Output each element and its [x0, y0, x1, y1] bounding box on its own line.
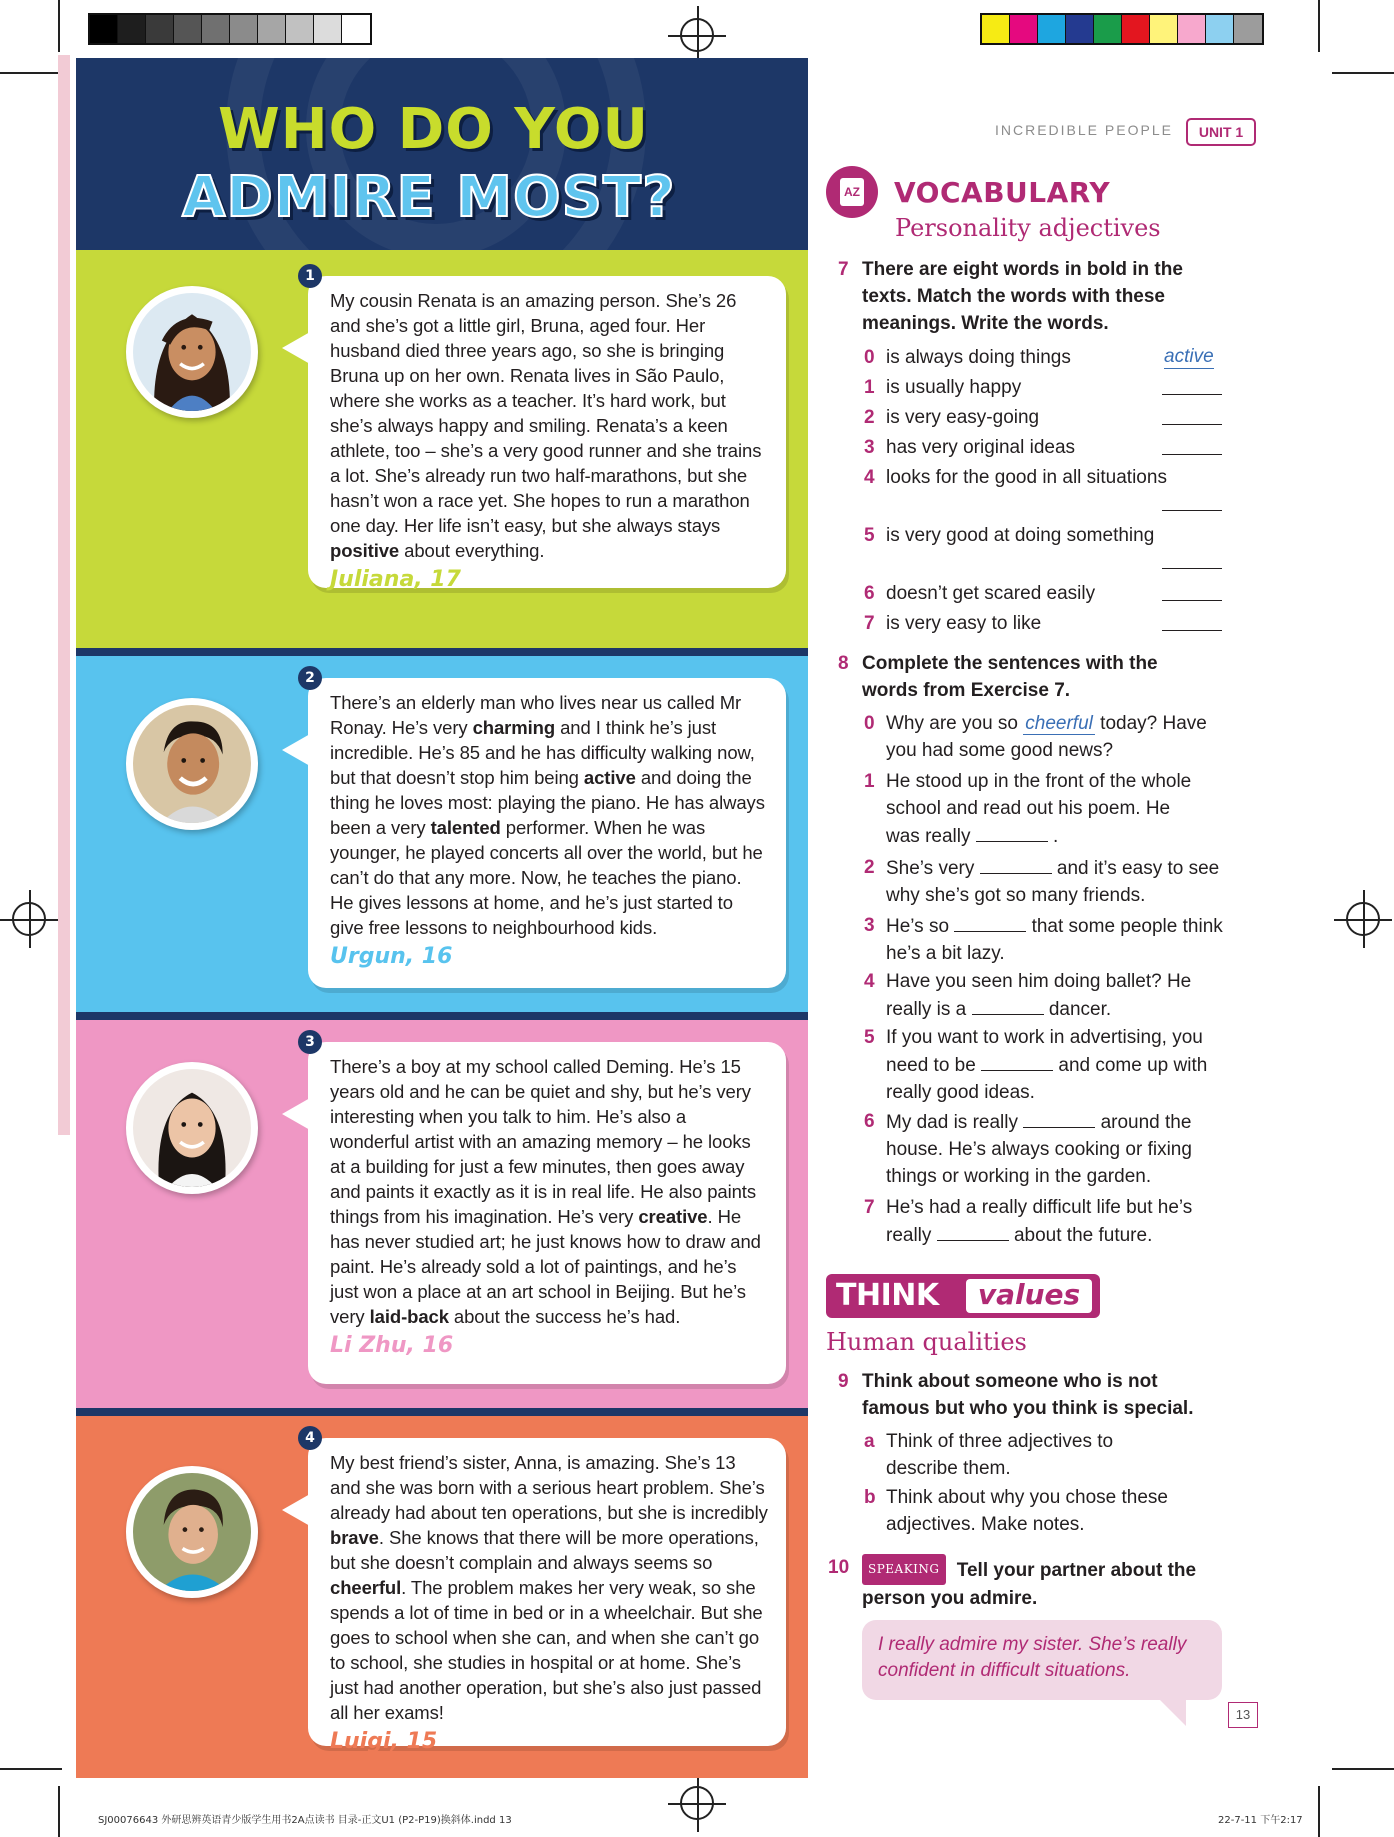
crop-mark [1318, 0, 1320, 52]
ex8-item [864, 1194, 1226, 1249]
color-swatch [202, 15, 230, 43]
color-swatch [1066, 15, 1094, 43]
item-number: 1 [864, 377, 875, 398]
item-number: 0 [864, 713, 875, 734]
speech-bubble [305, 1430, 786, 1754]
item-number: 6 [864, 583, 875, 604]
item-text: Think of three adjectives to describe them. [886, 1431, 1114, 1479]
ex7-item [864, 522, 1226, 549]
portrait-girl-long-hair-icon [133, 1069, 251, 1187]
sentence-start: If you want to work in advertising, you need to be [886, 1027, 1203, 1076]
ex7-item [864, 464, 1226, 491]
section-subtitle: Human qualities [826, 1328, 1027, 1356]
crop-mark [58, 1786, 60, 1837]
answer-blank[interactable] [1162, 454, 1222, 455]
page-number: 13 [1228, 1702, 1258, 1728]
answer-blank[interactable] [1162, 600, 1222, 601]
color-swatch [90, 15, 118, 43]
print-slug: SJ00076643 外研思辨英语青少版学生用书2A点读书 目录-正文U1 (P2-P19)换斜体.indd 13 [98, 1815, 512, 1826]
portrait-boy-smiling-icon [133, 705, 251, 823]
author-signature: Li Zhu, 16 [330, 1333, 454, 1358]
sentence-end: and come up with really good ideas. [886, 1055, 1208, 1103]
text-segment: and doing the thing he loves most: playing the piano. He has always been a very [330, 767, 765, 838]
text-panel-3 [76, 1020, 808, 1408]
crop-mark [1318, 1786, 1320, 1837]
answer-blank[interactable] [1162, 510, 1222, 511]
running-head: INCREDIBLE PEOPLE [995, 122, 1173, 138]
exercise-8-instruction [838, 650, 1202, 704]
text-segment: My best friend’s sister, Anna, is amazing. She’s 13 and she was born with a serious heart problem. She’s already had about ten operations, but she is incredibly [330, 1452, 768, 1523]
ex7-item [864, 580, 1166, 607]
item-text: has very original ideas [886, 437, 1076, 458]
crop-mark [58, 0, 60, 52]
avatar [126, 286, 258, 418]
ex8-item [864, 710, 1226, 764]
sentence-start: He’s so [886, 916, 950, 937]
color-swatch [1094, 15, 1122, 43]
keyword-bold: creative [638, 1206, 708, 1227]
sentence-end: and it’s easy to see why she’s got so many friends. [886, 858, 1220, 906]
panel-divider [76, 648, 808, 656]
unit-badge: UNIT 1 [1186, 118, 1256, 146]
author-signature: Urgun, 16 [330, 944, 453, 969]
answer-blank[interactable] [1023, 1108, 1095, 1128]
keyword-bold: brave [330, 1527, 379, 1548]
sentence-start: Why are you so [886, 713, 1018, 734]
item-number: 2 [864, 857, 875, 878]
text-number-badge: 4 [298, 1426, 322, 1450]
color-swatch [230, 15, 258, 43]
speech-bubble [305, 1034, 786, 1384]
ex8-item [864, 1024, 1216, 1106]
color-swatch [1122, 15, 1150, 43]
item-number: 5 [864, 1027, 875, 1048]
color-swatch [1150, 15, 1178, 43]
item-number: 0 [864, 347, 875, 368]
color-swatch [314, 15, 342, 43]
page-title-line-2: ADMIRE MOST? [182, 165, 676, 230]
ex8-item [864, 1108, 1226, 1190]
sentence-end: today? Have you had some good news? [886, 713, 1207, 761]
answer-blank[interactable] [937, 1221, 1009, 1241]
crop-mark [1332, 1768, 1394, 1770]
text-segment: My cousin Renata is an amazing person. She’s 26 and she’s got a little girl, Bruna, aged four. Her husband died three years ago, so she is bringing Bruna up on her own. Renata lives in São Paulo, where she works as a teacher. It’s hard work, but she’s always happy and smiling. Renata’s a keen athlete, too – she’s a very good runner and she trains a lot. She’s already run two half-marathons, but she hasn’t won a race yet. She hopes to run a marathon one day. Her life isn’t easy, but she always stays [330, 290, 762, 536]
item-number: 3 [864, 437, 875, 458]
instruction-text: Think about someone who is not famous but who you think is special. [862, 1371, 1194, 1419]
item-letter: a [864, 1431, 875, 1452]
color-swatch [342, 15, 370, 43]
page-spine-strip [58, 55, 70, 1135]
keyword-bold: cheerful [330, 1577, 402, 1598]
text-segment: about everything. [399, 540, 545, 561]
sentence-end: around the house. He’s always cooking or fixing things or working in the garden. [886, 1112, 1192, 1187]
avatar [126, 1466, 258, 1598]
item-number: 5 [864, 525, 875, 546]
text-body [330, 1054, 768, 1329]
color-swatch [1038, 15, 1066, 43]
title-banner [76, 58, 808, 250]
text-body [330, 288, 768, 563]
item-text: looks for the good in all situations [886, 467, 1167, 488]
ex7-item [864, 434, 1166, 461]
item-text: is very good at doing something [886, 525, 1155, 546]
item-text: Think about why you chose these adjectives. Make notes. [886, 1487, 1169, 1535]
item-letter: b [864, 1487, 876, 1508]
color-swatch [258, 15, 286, 43]
sentence-start: She’s very [886, 858, 975, 879]
instruction-text: There are eight words in bold in the texts. Match the words with these meanings. Write the words. [862, 259, 1183, 334]
answer-blank[interactable] [1162, 630, 1222, 631]
crop-mark [0, 72, 62, 74]
text-segment: about the success he’s had. [448, 1306, 681, 1327]
answer-blank[interactable] [980, 854, 1052, 874]
ex8-item [864, 854, 1226, 909]
sentence-start: Have you seen him doing ballet? He really is a [886, 971, 1192, 1020]
color-swatch [118, 15, 146, 43]
speech-bubble [305, 670, 786, 988]
text-panel-2 [76, 656, 808, 1012]
registration-mark-icon [1346, 902, 1380, 936]
think-values-banner [826, 1274, 1100, 1318]
author-signature: Luigi, 15 [330, 1729, 438, 1754]
keyword-bold: charming [472, 717, 556, 738]
instruction-text: Complete the sentences with the words from Exercise 7. [862, 653, 1158, 701]
color-swatch [982, 15, 1010, 43]
item-number: 6 [864, 1111, 875, 1132]
item-number: 1 [864, 771, 875, 792]
answer-blank[interactable] [976, 822, 1048, 842]
ex8-item [864, 968, 1231, 1023]
text-number-badge: 1 [298, 264, 322, 288]
keyword-bold: talented [430, 817, 501, 838]
item-text: doesn’t get scared easily [886, 583, 1096, 604]
answer-blank[interactable] [972, 995, 1044, 1015]
color-swatch [1234, 15, 1262, 43]
crop-mark [0, 1768, 62, 1770]
panel-divider [76, 1012, 808, 1020]
text-body [330, 690, 768, 940]
ex9-item [864, 1428, 1186, 1482]
keyword-bold: positive [330, 540, 400, 561]
exercise-9-instruction [838, 1368, 1212, 1422]
answer-blank[interactable] [1162, 394, 1222, 395]
item-number: 2 [864, 407, 875, 428]
item-text: is usually happy [886, 377, 1022, 398]
page-title-line-1: WHO DO YOU [218, 97, 649, 162]
sentence-end: dancer. [1048, 999, 1112, 1020]
keyword-bold: laid-back [369, 1306, 449, 1327]
ex8-item [864, 768, 1206, 850]
avatar [126, 1062, 258, 1194]
exercise-7-instruction [838, 256, 1222, 337]
portrait-girl-dark-hair-icon [133, 293, 251, 411]
registration-mark-icon [12, 902, 46, 936]
item-text: is always doing things [886, 347, 1071, 368]
exercise-number: 8 [838, 653, 849, 674]
sentence-end: that some people think he’s a bit lazy. [886, 916, 1223, 964]
text-segment: There’s an elderly man who lives near us called Mr Ronay. He’s very [330, 692, 742, 738]
exercise-10-instruction [828, 1554, 1222, 1612]
answer-blank[interactable] [954, 912, 1026, 932]
answer-blank[interactable] [1162, 568, 1222, 569]
item-number: 4 [864, 467, 875, 488]
item-text: is very easy to like [886, 613, 1042, 634]
author-signature: Juliana, 17 [330, 567, 461, 592]
values-word: values [966, 1279, 1092, 1313]
example-speech-bubble [862, 1620, 1222, 1700]
avatar [126, 698, 258, 830]
text-segment: . She knows that there will be more operations, but she doesn’t complain and always seems so [330, 1527, 759, 1573]
sentence-start: My dad is really [886, 1112, 1018, 1133]
book-label: AZ [840, 178, 864, 206]
color-swatch [286, 15, 314, 43]
color-swatch [146, 15, 174, 43]
color-swatch [1206, 15, 1234, 43]
answer-example: active [1164, 346, 1214, 367]
section-subtitle: Personality adjectives [895, 214, 1161, 242]
answer-blank[interactable] [1162, 424, 1222, 425]
instruction-text: Tell your partner about the person you admire. [862, 1560, 1197, 1609]
color-swatch [174, 15, 202, 43]
crop-mark [1332, 72, 1394, 74]
ex8-item [864, 912, 1226, 967]
item-number: 7 [864, 613, 875, 634]
color-calibration-bar [980, 13, 1264, 45]
item-number: 7 [864, 1197, 875, 1218]
ex7-item [864, 344, 1166, 371]
text-panel-1 [76, 250, 808, 648]
text-segment: performer. When he was younger, he played concerts all over the world, but he can’t do that any more. Now, he teaches the piano. He gives lessons at home, and he’s just started to give free lessons to neighbourhood kids. [330, 817, 763, 938]
text-number-badge: 3 [298, 1030, 322, 1054]
sentence-start: He stood up in the front of the whole school and read out his poem. He was really [886, 771, 1192, 847]
answer-example: cheerful [1025, 713, 1093, 734]
ex7-item [864, 374, 1166, 401]
text-panel-4 [76, 1416, 808, 1778]
sentence-end: . [1053, 826, 1059, 847]
text-body [330, 1450, 768, 1725]
text-segment: . He has never studied art; he just knows how to draw and paint. He’s already sold a lot of paintings, and he’s just won a place at an art school in Beijing. But he’s very [330, 1206, 761, 1327]
exercise-number: 9 [838, 1371, 849, 1392]
reading-column [76, 58, 808, 1778]
answer-blank[interactable] [981, 1051, 1053, 1071]
portrait-boy-blue-jacket-icon [133, 1473, 251, 1591]
speaking-tag: SPEAKING [862, 1554, 946, 1585]
section-title-vocabulary: VOCABULARY [894, 176, 1111, 209]
text-segment: and I think he’s just incredible. He’s 85 and he has difficulty walking now, but that doesn’t stop him being [330, 717, 755, 788]
vocabulary-book-icon [826, 166, 878, 218]
registration-mark-icon [680, 1786, 714, 1820]
color-swatch [1010, 15, 1038, 43]
sentence-start: He’s had a really difficult life but he’s really [886, 1197, 1193, 1246]
print-timestamp: 22-7-11 下午2:17 [1218, 1815, 1303, 1826]
ex9-item [864, 1484, 1206, 1538]
ex7-item [864, 404, 1166, 431]
registration-mark-icon [680, 18, 714, 52]
sentence-end: about the future. [1013, 1225, 1153, 1246]
item-number: 4 [864, 971, 875, 992]
text-segment: There’s a boy at my school called Deming. He’s 15 years old and he can be quiet and shy, but he’s very interesting when you talk to him. He’s also a wonderful artist with an amazing memory – he looks at a building for just a few minutes, then goes away and paints it exactly as it is in real life. He also paints things from his imagination. He’s very [330, 1056, 756, 1227]
color-swatch [1178, 15, 1206, 43]
example-speech-text: I really admire my sister. She’s really confident in difficult situations. [878, 1634, 1187, 1681]
item-number: 3 [864, 915, 875, 936]
grayscale-calibration-bar [88, 13, 372, 45]
text-segment: . The problem makes her very weak, so she spends a lot of time in bed or in a wheelchair. But she goes to school when she can, and when she can’t go to school, she studies in hospital or at home. She’s just had another operation, but she’s also just passed all her exams! [330, 1577, 763, 1723]
exercise-number: 7 [838, 259, 849, 280]
ex7-item [864, 610, 1166, 637]
panel-divider [76, 1408, 808, 1416]
item-text: is very easy-going [886, 407, 1040, 428]
think-word: THINK [836, 1278, 939, 1313]
exercise-number: 10 [828, 1557, 850, 1578]
text-number-badge: 2 [298, 666, 322, 690]
keyword-bold: active [583, 767, 636, 788]
speech-bubble [305, 268, 786, 592]
